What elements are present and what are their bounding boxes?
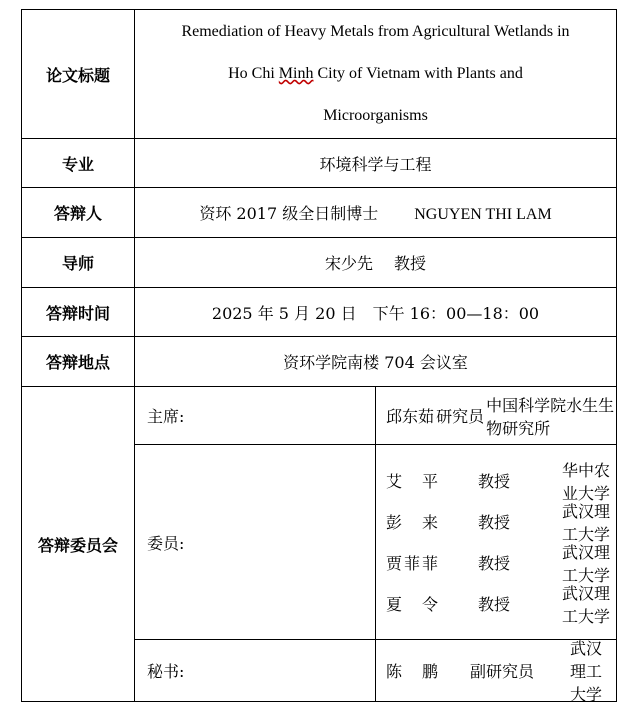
chair-org: 中国科学院水生生物研究所 <box>486 395 615 438</box>
secretary-rank: 副研究员 <box>470 662 535 681</box>
member-org: 武汉理工大学 <box>562 542 611 585</box>
defender-name: NGUYEN THI LAM <box>414 206 552 223</box>
chair-rank: 研究员 <box>436 407 485 426</box>
thesis-title-line2-post: City of Vietnam with Plants and <box>313 65 523 82</box>
member-name: 彭 来 <box>386 513 441 532</box>
advisor-value: 宋少先 教授 <box>135 238 617 288</box>
row-title <box>22 10 617 139</box>
secretary-org: 武汉理工大学 <box>570 639 603 704</box>
row-location <box>22 337 617 387</box>
label-advisor: 导师 <box>22 238 135 288</box>
thesis-title-line1: Remediation of Heavy Metals from Agricultural Wetlands in <box>181 23 570 40</box>
label-defender: 答辩人 <box>22 188 135 238</box>
member-org: 武汉理工大学 <box>562 583 611 626</box>
time-value: 2025 年 5 月 20 日 下午 16：00—18：00 <box>135 288 617 337</box>
member-row <box>376 501 616 542</box>
thesis-title-line3: Microorganisms <box>323 107 428 124</box>
members-role: 委员: <box>135 445 376 640</box>
location-value: 资环学院南楼 704 会议室 <box>135 337 617 387</box>
members-entries <box>376 445 617 640</box>
member-name: 艾 平 <box>386 472 441 491</box>
member-org: 武汉理工大学 <box>562 501 611 544</box>
thesis-title <box>135 10 617 139</box>
member-rank: 教授 <box>478 554 511 573</box>
member-rank: 教授 <box>478 472 511 491</box>
secretary-role: 秘书: <box>135 640 376 702</box>
thesis-title-line2 <box>141 53 610 95</box>
row-time <box>22 288 617 337</box>
spellcheck-underlined-word: Minh <box>278 65 314 82</box>
chair-role: 主席: <box>135 387 376 445</box>
secretary-name: 陈 鹏 <box>386 662 441 681</box>
member-rank: 教授 <box>478 595 511 614</box>
member-org: 华中农业大学 <box>562 460 611 503</box>
member-rank: 教授 <box>478 513 511 532</box>
secretary-entry <box>376 640 617 702</box>
label-time: 答辩时间 <box>22 288 135 337</box>
defender-value <box>135 188 617 238</box>
defender-program: 资环 2017 级全日制博士 <box>199 204 379 223</box>
row-chair <box>22 387 617 445</box>
member-row <box>376 542 616 583</box>
major-value: 环境科学与工程 <box>135 139 617 188</box>
member-name: 贾菲菲 <box>386 554 441 573</box>
defense-info-sheet <box>21 9 617 704</box>
member-row <box>376 460 616 501</box>
defense-info-table <box>21 9 617 702</box>
label-committee: 答辩委员会 <box>22 387 135 702</box>
thesis-title-line2-pre: Ho Chi <box>228 65 279 82</box>
chair-entry <box>376 387 617 445</box>
chair-name: 邱东茹 <box>386 407 435 426</box>
row-defender <box>22 188 617 238</box>
row-major <box>22 139 617 188</box>
row-advisor <box>22 238 617 288</box>
label-location: 答辩地点 <box>22 337 135 387</box>
label-title: 论文标题 <box>22 10 135 139</box>
member-row <box>376 583 616 624</box>
member-name: 夏 令 <box>386 595 441 614</box>
label-major: 专业 <box>22 139 135 188</box>
